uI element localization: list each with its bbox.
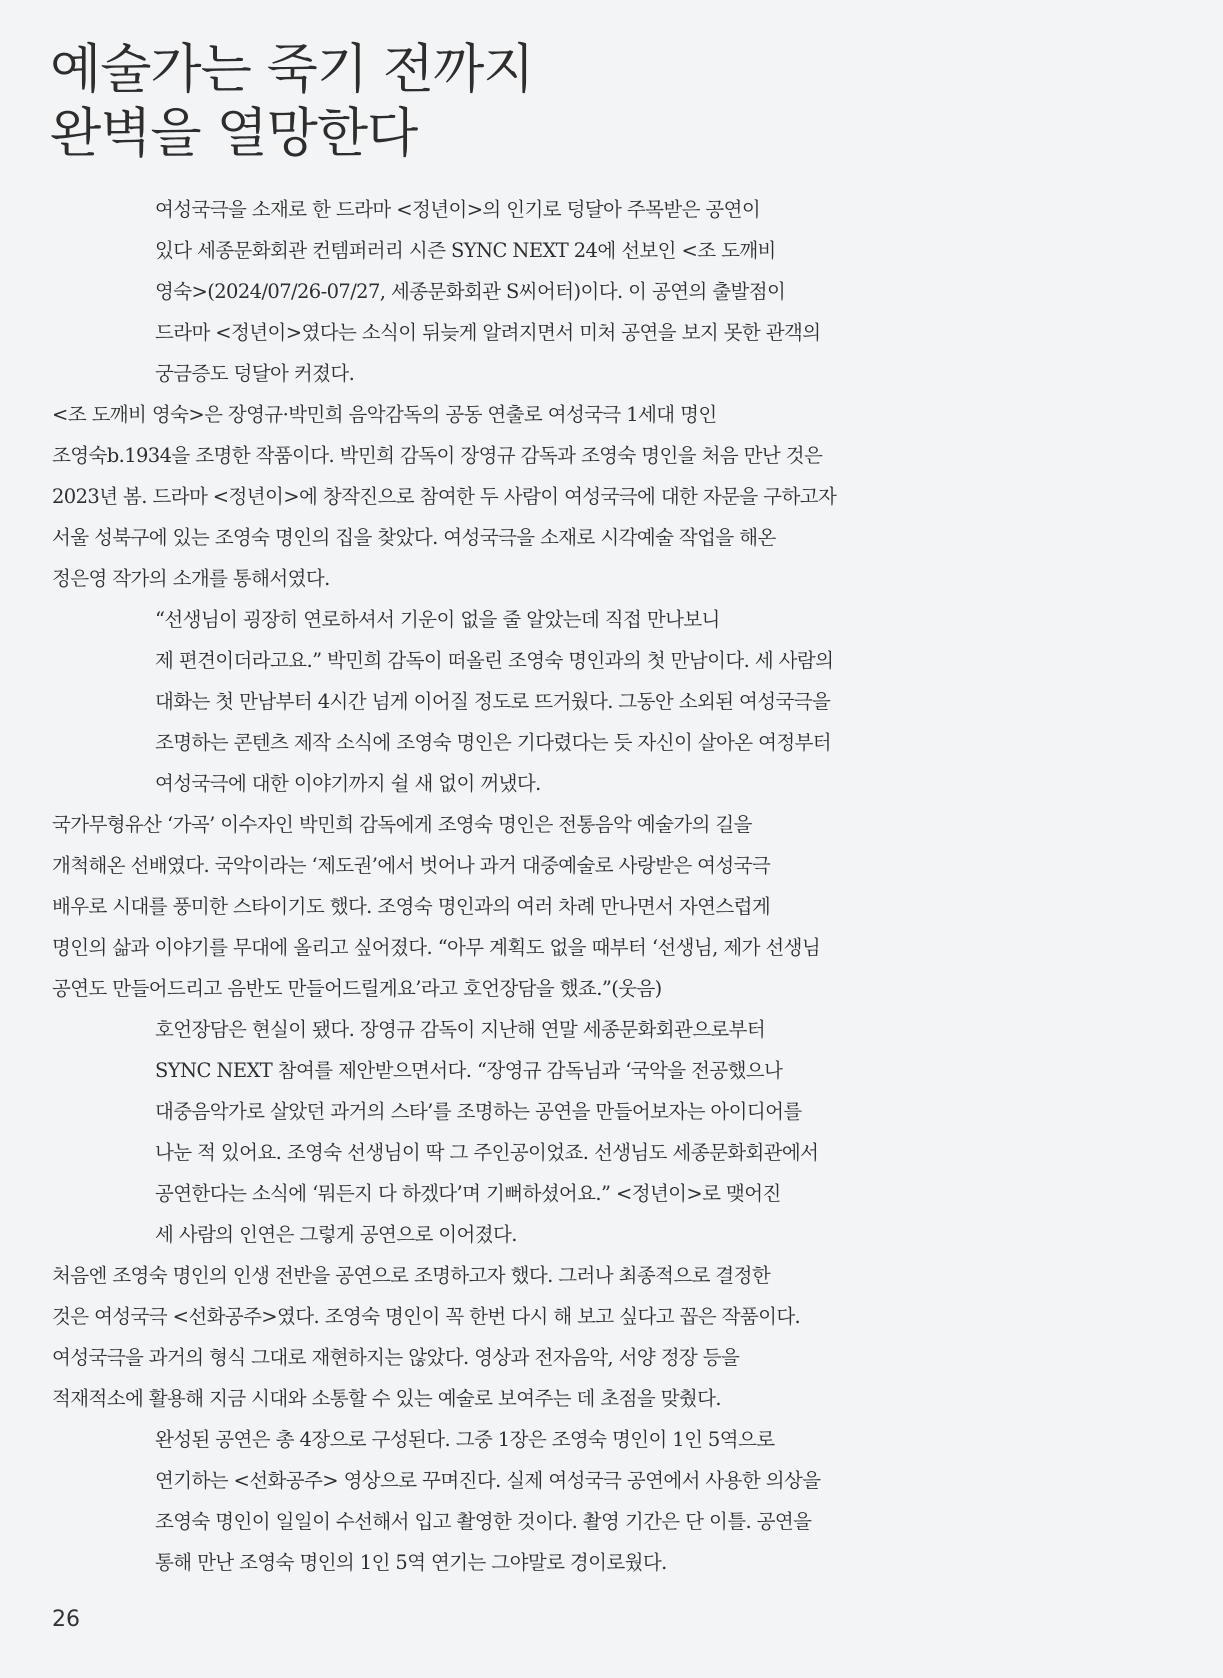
body-line: 2023년 봄. 드라마 <정년이>에 창작진으로 참여한 두 사람이 여성국극에 대한 자문을 구하고자: [52, 485, 837, 508]
body-line: 완성된 공연은 총 4장으로 구성된다. 그중 1장은 조영숙 명인이 1인 5역으로: [155, 1428, 775, 1451]
body-line: 호언장담은 현실이 됐다. 장영규 감독이 지난해 연말 세종문화회관으로부터: [155, 1018, 766, 1041]
body-line: 여성국극에 대한 이야기까지 쉴 새 없이 꺼냈다.: [155, 772, 541, 795]
body-line: 공연도 만들어드리고 음반도 만들어드릴게요’라고 호언장담을 했죠.”(웃음): [52, 977, 662, 1000]
body-line: 있다 세종문화회관 컨템퍼러리 시즌 SYNC NEXT 24에 선보인 <조 도깨비: [155, 239, 776, 262]
body-line: 적재적소에 활용해 지금 시대와 소통할 수 있는 예술로 보여주는 데 초점을 맞췄다.: [52, 1387, 722, 1410]
body-line: 조명하는 콘텐츠 제작 소식에 조영숙 명인은 기다렸다는 듯 자신이 살아온 여정부터: [155, 731, 832, 754]
body-line: “선생님이 굉장히 연로하셔서 기운이 없을 줄 알았는데 직접 만나보니: [155, 608, 720, 631]
title-line-1: 예술가는 죽기 전까지: [50, 39, 534, 100]
body-line: 조영숙b.1934을 조명한 작품이다. 박민희 감독이 장영규 감독과 조영숙 명인을 처음 만난 것은: [52, 444, 823, 467]
body-line: 명인의 삶과 이야기를 무대에 올리고 싶어졌다. “아무 계획도 없을 때부터 ‘선생님, 제가 선생님: [52, 936, 821, 959]
body-line: 제 편견이더라고요.” 박민희 감독이 떠올린 조영숙 명인과의 첫 만남이다. 세 사람의: [155, 649, 834, 672]
page-number: 26: [52, 1607, 80, 1632]
body-line: 개척해온 선배였다. 국악이라는 ‘제도권’에서 벗어나 과거 대중예술로 사랑받은 여성국극: [52, 854, 771, 877]
body-line: 서울 성북구에 있는 조영숙 명인의 집을 찾았다. 여성국극을 소재로 시각예술 작업을 해온: [52, 526, 776, 549]
body-line: <조 도깨비 영숙>은 장영규·박민희 음악감독의 공동 연출로 여성국극 1세대 명인: [52, 403, 717, 426]
body-line: 처음엔 조영숙 명인의 인생 전반을 공연으로 조명하고자 했다. 그러나 최종적으로 결정한: [52, 1264, 771, 1287]
body-line: 정은영 작가의 소개를 통해서였다.: [52, 567, 330, 590]
body-line: 것은 여성국극 <선화공주>였다. 조영숙 명인이 꼭 한번 다시 해 보고 싶다고 꼽은 작품이다.: [52, 1305, 801, 1328]
body-line: 궁금증도 덩달아 커졌다.: [155, 362, 355, 385]
title-line-2: 완벽을 열망한다: [50, 103, 418, 164]
article-body: [52, 189, 1217, 1583]
body-line: 대화는 첫 만남부터 4시간 넘게 이어질 정도로 뜨거웠다. 그동안 소외된 여성국극을: [155, 690, 831, 713]
body-line: 나눈 적 있어요. 조영숙 선생님이 딱 그 주인공이었죠. 선생님도 세종문화회관에서: [155, 1141, 819, 1164]
body-line: 국가무형유산 ‘가곡’ 이수자인 박민희 감독에게 조영숙 명인은 전통음악 예술가의 길을: [52, 813, 752, 836]
body-line: 세 사람의 인연은 그렇게 공연으로 이어졌다.: [155, 1223, 517, 1246]
body-line: 통해 만난 조영숙 명인의 1인 5역 연기는 그야말로 경이로웠다.: [155, 1551, 667, 1574]
article-title: [50, 38, 533, 166]
body-line: 여성국극을 과거의 형식 그대로 재현하지는 않았다. 영상과 전자음악, 서양 정장 등을: [52, 1346, 740, 1369]
body-line: 드라마 <정년이>였다는 소식이 뒤늦게 알려지면서 미처 공연을 보지 못한 관객의: [155, 321, 821, 344]
body-line: 여성국극을 소재로 한 드라마 <정년이>의 인기로 덩달아 주목받은 공연이: [155, 198, 761, 221]
body-line: 연기하는 <선화공주> 영상으로 꾸며진다. 실제 여성국극 공연에서 사용한 의상을: [155, 1469, 821, 1492]
body-line: 대중음악가로 살았던 과거의 스타’를 조명하는 공연을 만들어보자는 아이디어를: [155, 1100, 802, 1123]
body-line: 영숙>(2024/07/26-07/27, 세종문화회관 S씨어터)이다. 이 공연의 출발점이: [155, 280, 786, 303]
body-line: SYNC NEXT 참여를 제안받으면서다. “장영규 감독님과 ‘국악을 전공했으나: [155, 1059, 783, 1082]
body-line: 공연한다는 소식에 ‘뭐든지 다 하겠다’며 기뻐하셨어요.” <정년이>로 맺어진: [155, 1182, 781, 1205]
body-line: 조영숙 명인이 일일이 수선해서 입고 촬영한 것이다. 촬영 기간은 단 이틀. 공연을: [155, 1510, 812, 1533]
body-line: 배우로 시대를 풍미한 스타이기도 했다. 조영숙 명인과의 여러 차례 만나면서 자연스럽게: [52, 895, 771, 918]
